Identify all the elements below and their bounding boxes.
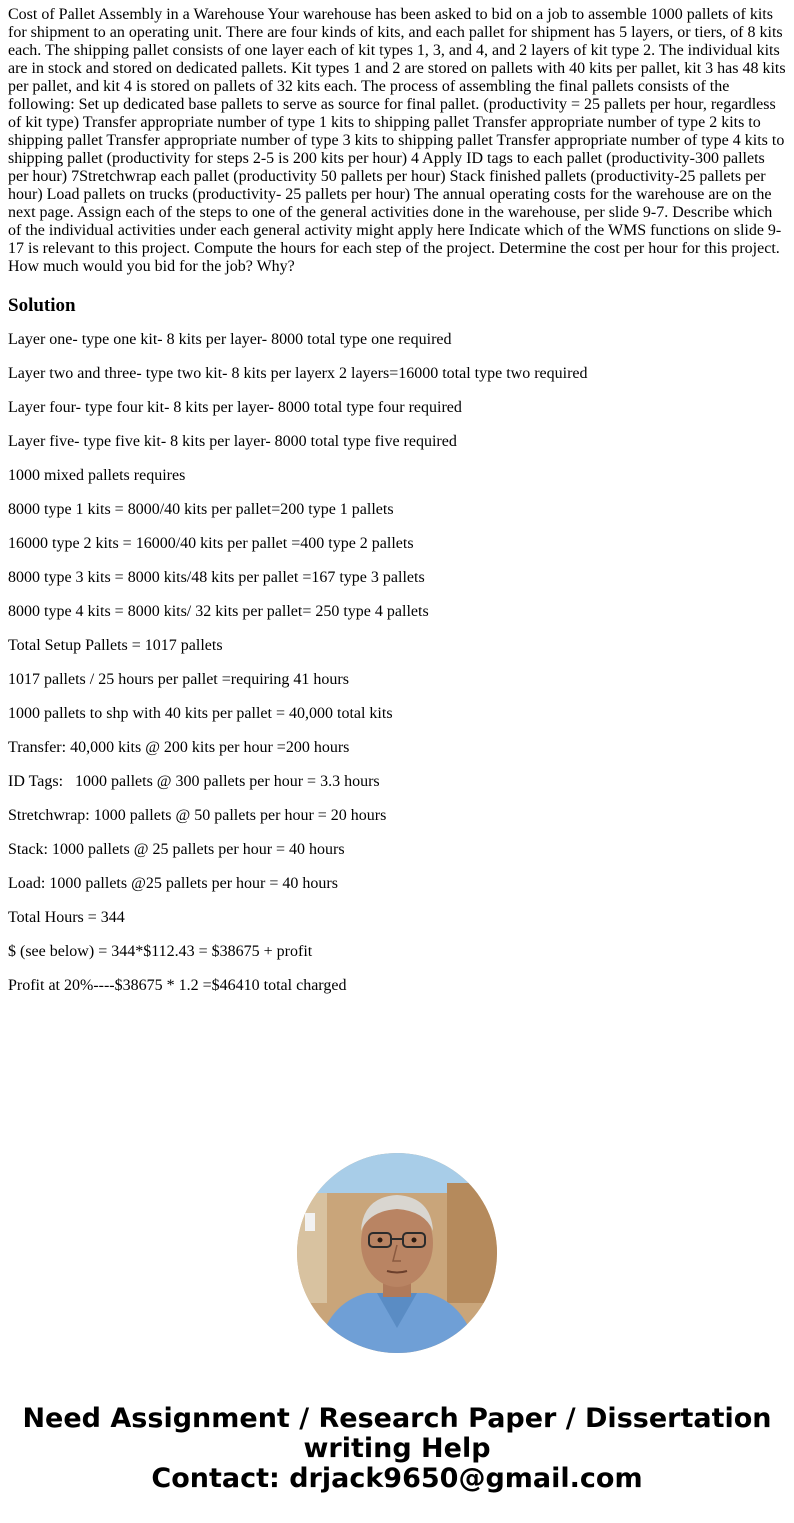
solution-line: 8000 type 4 kits = 8000 kits/ 32 kits per pallet= 250 type 4 pallets xyxy=(8,603,429,620)
banner-line-1: Need Assignment / Research Paper / Dissertation xyxy=(22,1403,772,1434)
author-avatar xyxy=(297,1153,497,1353)
solution-line: Layer two and three- type two kit- 8 kits per layerx 2 layers=16000 total type two required xyxy=(8,365,588,382)
banner-line-2: writing Help xyxy=(303,1433,491,1464)
question-text: Cost of Pallet Assembly in a Warehouse Your warehouse has been asked to bid on a job to assemble 1000 pallets of kits for shipment to an operating unit. There are four kinds of kits, and each pallet for shipment has 5 layers, or tiers, of 8 kits each. The shipping pallet consists of one layer each of kit types 1, 3, and 4, and 2 layers of kit type 2. The individual kits are in stock and stored on dedicated pallets. Kit types 1 and 2 are stored on pallets with 40 kits per pallet, kit 3 has 48 kits per pallet, and kit 4 is stored on pallets of 32 kits each. The process of assembling the final pallets consists of the following: Set up dedicated base pallets to serve as source for final pallet. (productivity = 25 pallets per hour, regardless of kit type) Transfer appropriate number of type 1 kits to shipping pallet Transfer appropriate number of type 2 kits to shipping pallet Transfer appropriate number of type 3 kits to shipping pallet Transfer appropriate number of type 4 kits to shipping pallet (productivity for steps 2-5 is 200 kits per hour) 4 Apply ID tags to each pallet (productivity-300 pallets per hour) 7Stretchwrap each pallet (productivity 50 pallets per hour) Stack finished pallets (productivity-25 pallets per hour) Load pallets on trucks (productivity- 25 pallets per hour) The annual operating costs for the warehouse are on the next page. Assign each of the steps to one of the general activities done in the warehouse, per slide 9-7. Describe which of the individual activities under each general activity might apply here Indicate which of the WMS functions on slide 9-17 is relevant to this project. Compute the hours for each step of the project. Determine the cost per hour for this project. How much would you bid for the job? Why? xyxy=(8,6,786,275)
solution-line: 8000 type 1 kits = 8000/40 kits per pallet=200 type 1 pallets xyxy=(8,501,394,518)
solution-line: Total Hours = 344 xyxy=(8,909,125,926)
solution-line: Transfer: 40,000 kits @ 200 kits per hour =200 hours xyxy=(8,739,350,756)
solution-line: 1000 mixed pallets requires xyxy=(8,467,186,484)
solution-line: 8000 type 3 kits = 8000 kits/48 kits per pallet =167 type 3 pallets xyxy=(8,569,425,586)
solution-line: 16000 type 2 kits = 16000/40 kits per pallet =400 type 2 pallets xyxy=(8,535,414,552)
solution-line: $ (see below) = 344*$112.43 = $38675 + profit xyxy=(8,943,313,960)
solution-heading: Solution xyxy=(8,295,76,316)
solution-line: Load: 1000 pallets @25 pallets per hour = 40 hours xyxy=(8,875,338,892)
solution-line: Layer one- type one kit- 8 kits per layer- 8000 total type one required xyxy=(8,331,452,348)
solution-lines xyxy=(8,331,788,995)
banner-contact-line: Contact: drjack9650@gmail.com xyxy=(151,1463,643,1494)
solution-line: Profit at 20%----$38675 * 1.2 =$46410 total charged xyxy=(8,977,347,994)
solution-line: 1000 pallets to shp with 40 kits per pallet = 40,000 total kits xyxy=(8,705,393,722)
solution-line: Layer five- type five kit- 8 kits per layer- 8000 total type five required xyxy=(8,433,457,450)
solution-line: Stack: 1000 pallets @ 25 pallets per hour = 40 hours xyxy=(8,841,345,858)
document-body xyxy=(8,6,788,1011)
solution-line: ID Tags: 1000 pallets @ 300 pallets per hour = 3.3 hours xyxy=(8,773,380,790)
solution-line: Layer four- type four kit- 8 kits per layer- 8000 total type four required xyxy=(8,399,462,416)
solution-line: Total Setup Pallets = 1017 pallets xyxy=(8,637,223,654)
solution-line: 1017 pallets / 25 hours per pallet =requiring 41 hours xyxy=(8,671,349,688)
contact-banner xyxy=(0,1404,794,1494)
solution-line: Stretchwrap: 1000 pallets @ 50 pallets per hour = 20 hours xyxy=(8,807,387,824)
